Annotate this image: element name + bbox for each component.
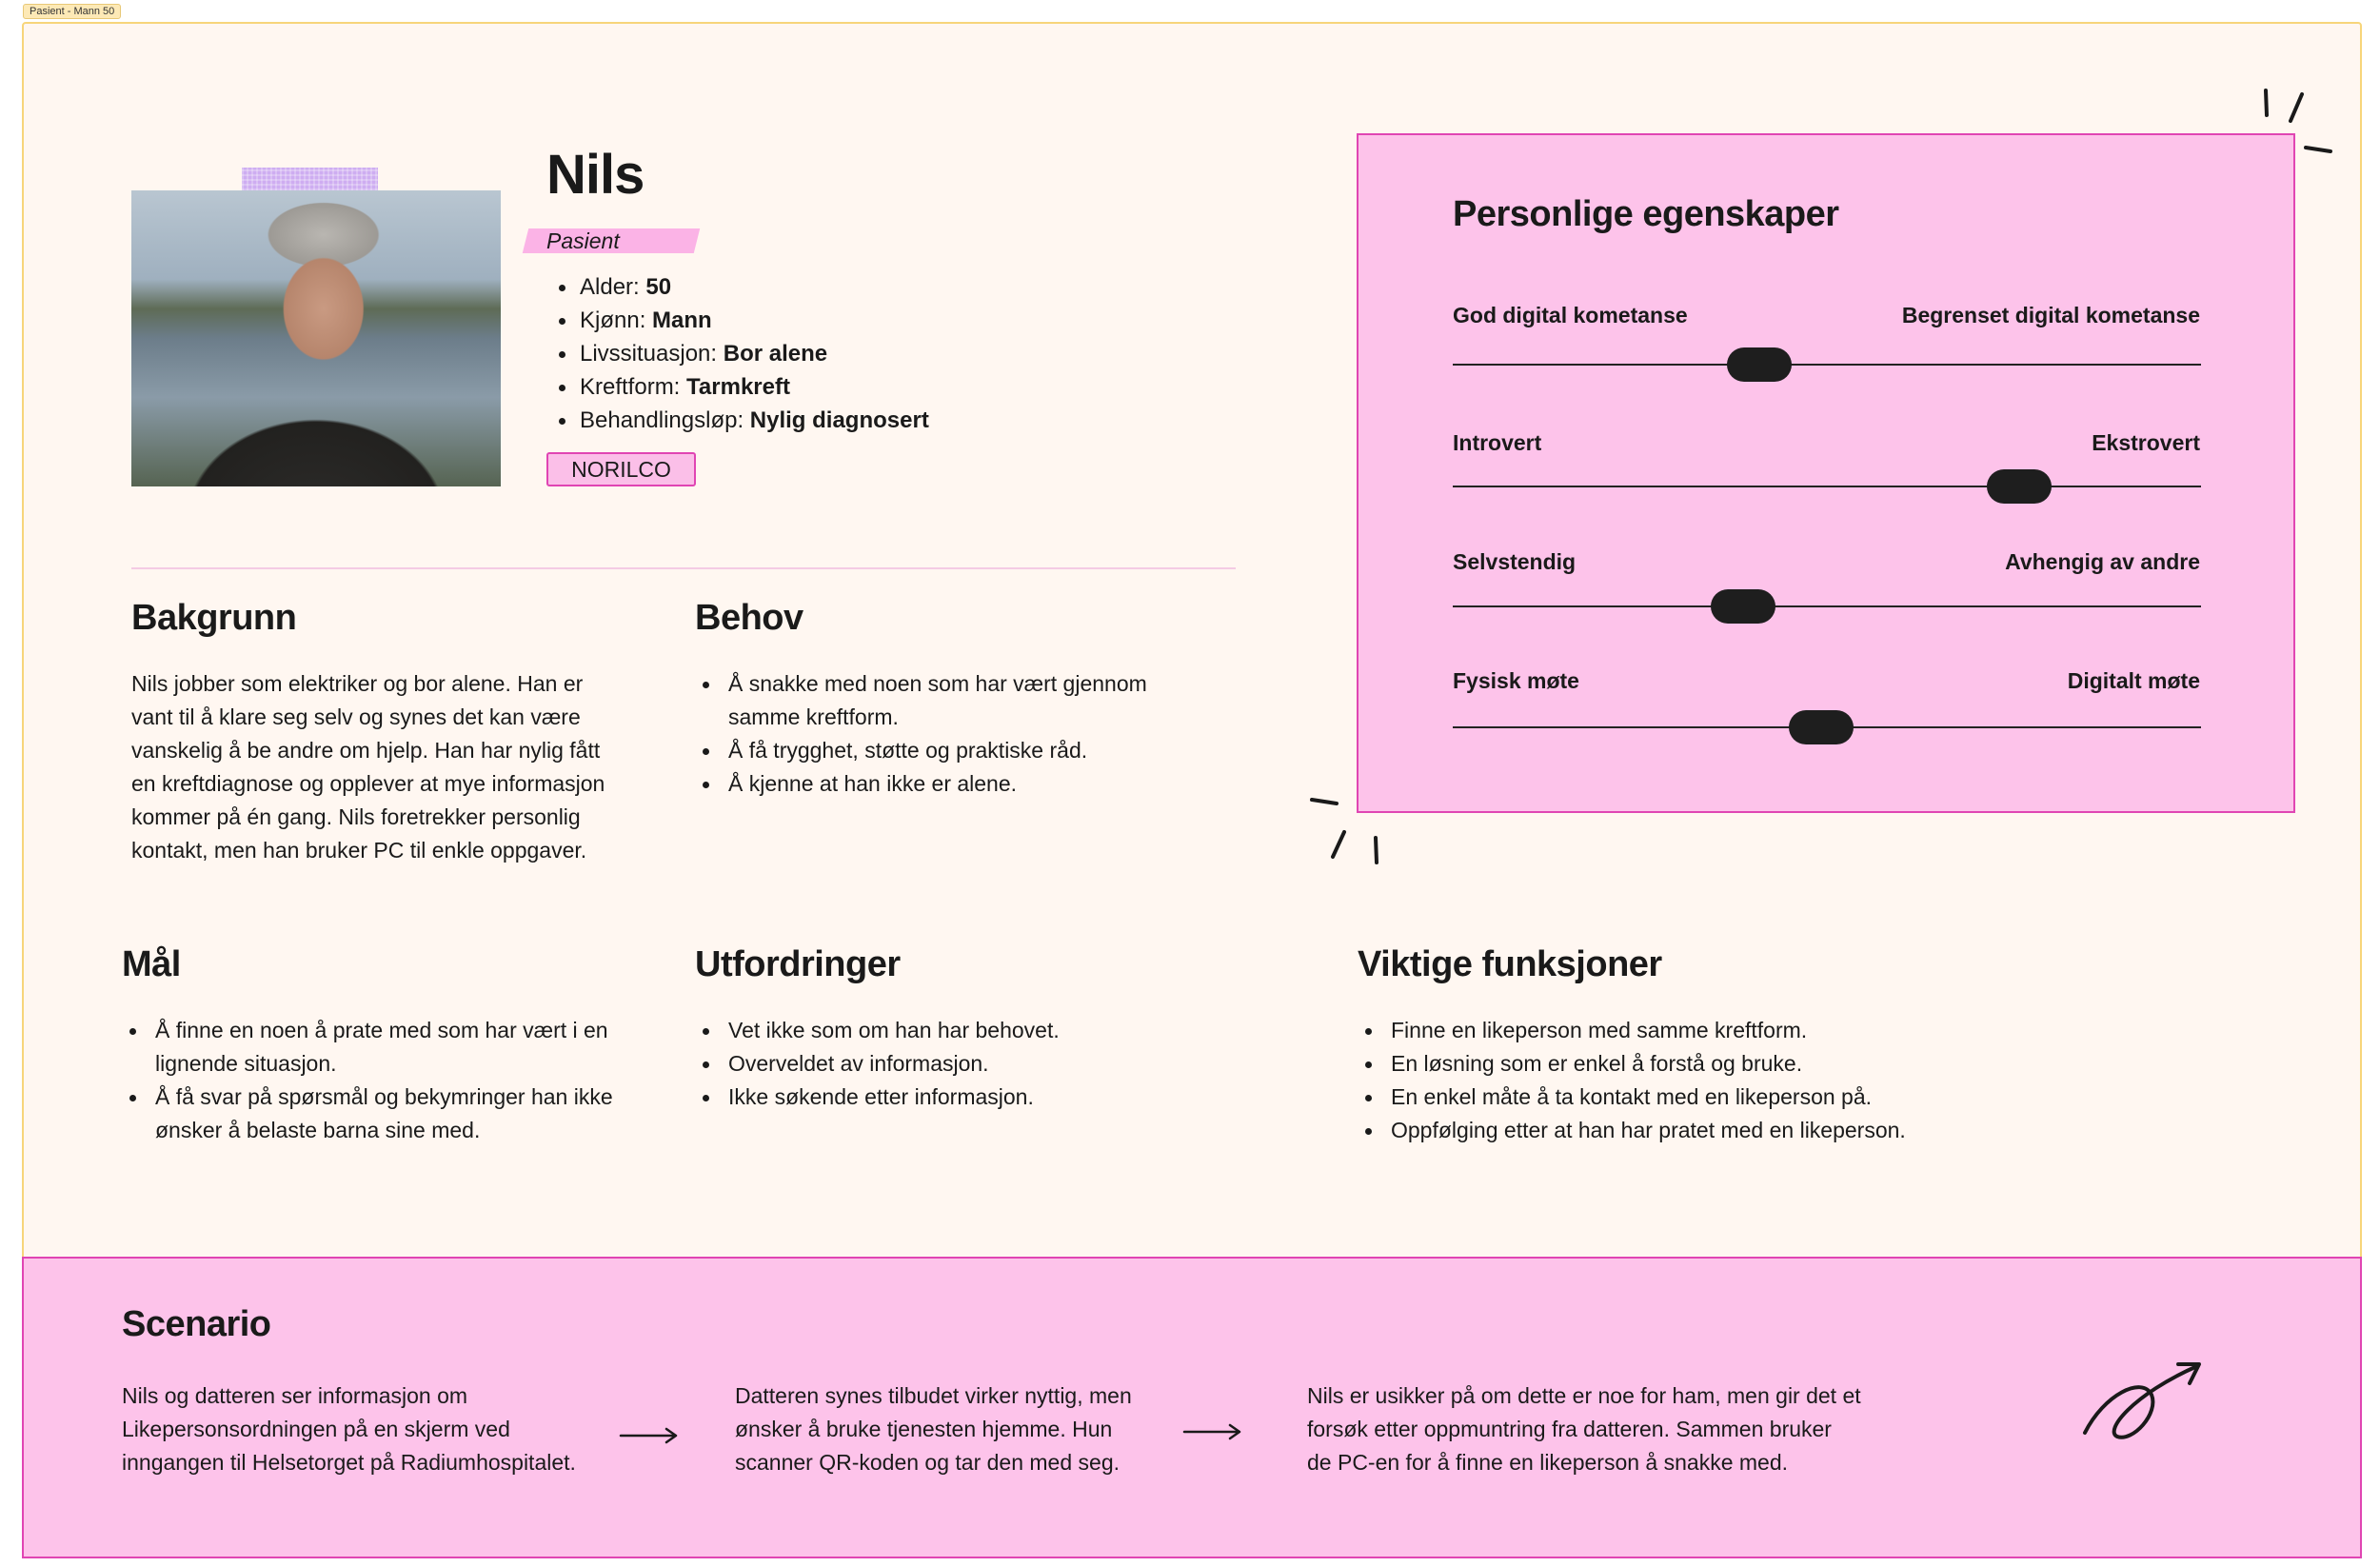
features-title: Viktige funksjoner	[1358, 944, 1662, 984]
squiggle-arrow-icon	[2075, 1357, 2209, 1452]
info-age: Alder: 50	[557, 270, 929, 304]
scenario-step-2: Datteren synes tilbudet virker nyttig, men ønsker å bruke tjenesten hjemme. Hun scanner QR-koden og tar den med seg.	[735, 1383, 1132, 1475]
list-item: En enkel måte å ta kontakt med en likeperson på.	[1358, 1081, 1906, 1114]
role-label: Pasient	[546, 228, 620, 253]
persona-photo	[131, 190, 501, 486]
list-item: Å finne en noen å prate med som har vært i en lignende situasjon.	[122, 1014, 613, 1081]
list-item: Å få trygghet, støtte og praktiske råd.	[695, 734, 1147, 767]
scenario-step-1: Nils og datteren ser informasjon om Likepersonsordningen på en skjerm ved inngangen til Helsetorget på Radiumhospitalet.	[122, 1383, 576, 1475]
list-item: Vet ikke som om han har behovet.	[695, 1014, 1060, 1047]
info-treatment: Behandlingsløp: Nylig diagnosert	[557, 404, 929, 437]
features-list	[1358, 1014, 1906, 1147]
arrow-right-icon	[1182, 1422, 1243, 1441]
list-item: Overveldet av informasjon.	[695, 1047, 1060, 1081]
list-item: Å kjenne at han ikke er alene.	[695, 767, 1147, 801]
divider	[131, 567, 1236, 569]
trait-slider-thumb[interactable]	[1987, 469, 2052, 504]
trait-slider-thumb[interactable]	[1711, 589, 1775, 624]
trait-label-left: Introvert	[1453, 430, 1542, 455]
list-item: Ikke søkende etter informasjon.	[695, 1081, 1060, 1114]
traits-title: Personlige egenskaper	[1453, 194, 1839, 234]
challenges-list	[695, 1014, 1060, 1114]
trait-slider-thumb[interactable]	[1727, 347, 1792, 382]
trait-label-right: Avhengig av andre	[2005, 549, 2200, 574]
frame-tag[interactable]: Pasient - Mann 50	[23, 4, 121, 19]
trait-label-left: Selvstendig	[1453, 549, 1577, 574]
persona-name: Nils	[546, 144, 645, 206]
trait-label-right: Digitalt møte	[2067, 668, 2200, 693]
scenario-step-3: Nils er usikker på om dette er noe for ham, men gir det et forsøk etter oppmuntring fra datteren. Sammen bruker de PC-en for å finne en likeperson å snakke med.	[1307, 1383, 1861, 1475]
trait-label-right: Ekstrovert	[2092, 430, 2200, 455]
list-item: Oppfølging etter at han har pratet med en likeperson.	[1358, 1114, 1906, 1147]
trait-label-right: Begrenset digital kometanse	[1901, 303, 2200, 327]
scenario-title: Scenario	[122, 1304, 271, 1344]
trait-label-left: Fysisk møte	[1453, 668, 1579, 693]
trait-slider-track	[1453, 486, 2201, 487]
background-text: Nils jobber som elektriker og bor alene. Han er vant til å klare seg selv og synes det kan være vanskelig å be andre om hjelp. Han har nylig fått en kreftdiagnose og opplever at mye informasjon kommer på én gang. Nils foretrekker personlig kontakt, men han bruker PC til enkle oppgaver.	[131, 671, 605, 863]
list-item: En løsning som er enkel å forstå og bruke.	[1358, 1047, 1906, 1081]
persona-info-list	[557, 270, 929, 437]
info-gender: Kjønn: Mann	[557, 304, 929, 337]
trait-slider-track	[1453, 605, 2201, 607]
background-title: Bakgrunn	[131, 598, 297, 638]
spark-doodle-icon	[2256, 81, 2342, 157]
info-cancer-type: Kreftform: Tarmkreft	[557, 370, 929, 404]
challenges-title: Utfordringer	[695, 944, 901, 984]
trait-slider-thumb[interactable]	[1789, 710, 1854, 744]
list-item: Å snakke med noen som har vært gjennom samme kreftform.	[695, 667, 1147, 734]
list-item: Finne en likeperson med samme kreftform.	[1358, 1014, 1906, 1047]
arrow-right-icon	[619, 1426, 680, 1445]
spark-doodle-icon	[1304, 790, 1390, 866]
list-item: Å få svar på spørsmål og bekymringer han ikke ønsker å belaste barna sine med.	[122, 1081, 613, 1147]
goals-title: Mål	[122, 944, 181, 984]
goals-list	[122, 1014, 613, 1147]
needs-list	[695, 667, 1147, 801]
info-living: Livssituasjon: Bor alene	[557, 337, 929, 370]
org-tag: NORILCO	[546, 452, 696, 486]
trait-label-left: God digital kometanse	[1453, 303, 1688, 327]
trait-slider-track	[1453, 364, 2201, 366]
needs-title: Behov	[695, 598, 803, 638]
